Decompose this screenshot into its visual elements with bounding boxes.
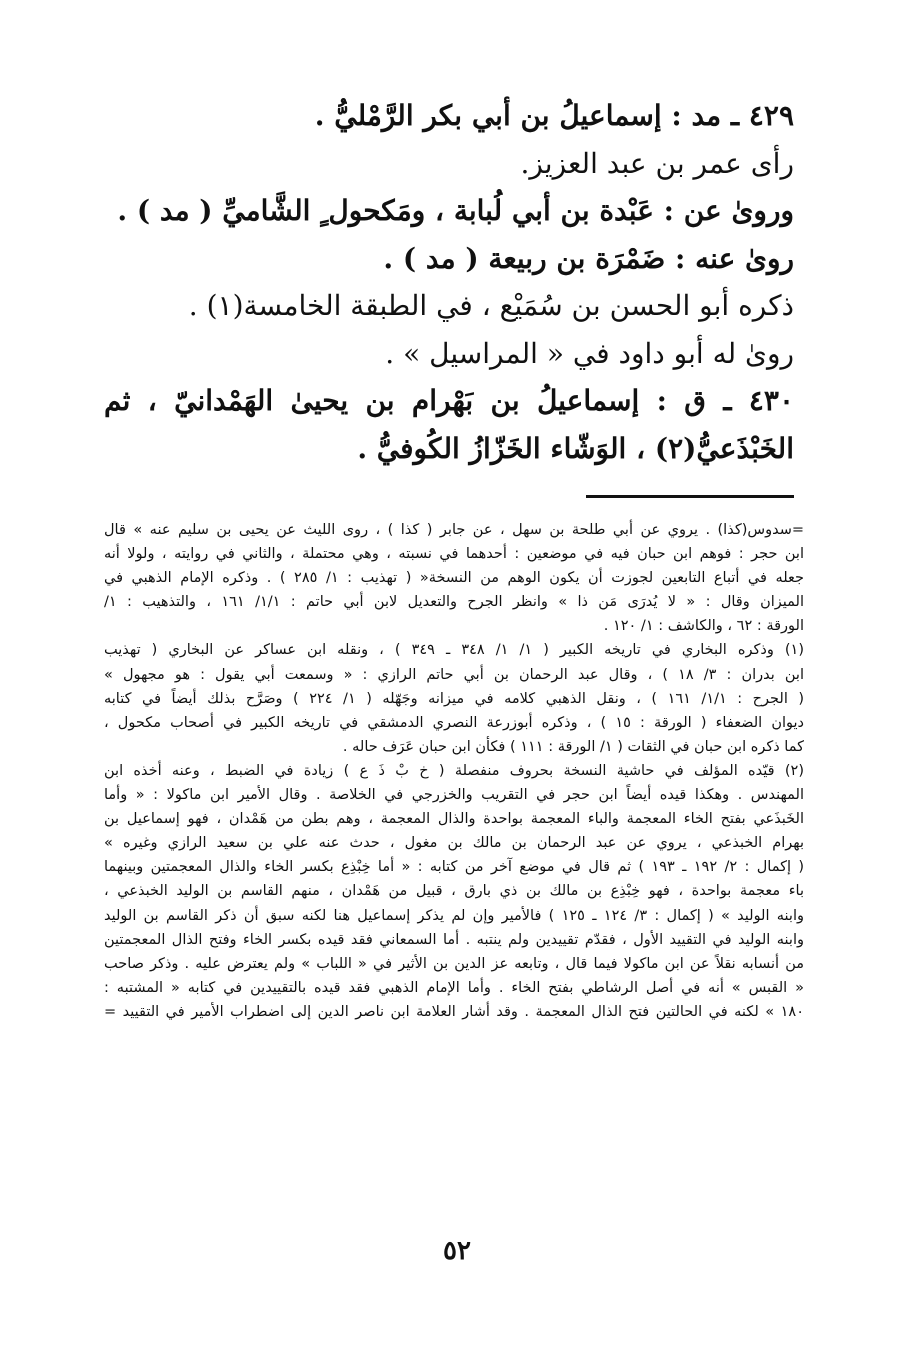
entry-line: ذكره أبو الحسن بن سُمَيْع ، في الطبقة الخامسة(١) . xyxy=(188,289,794,322)
footnote-line: من أنسابه نقلاً عن ابن ماكولا فيما قال ، وتابعه عز الدين بن الأثير في « اللباب » ولم يعترض عليه . وذكر صاحب xyxy=(104,955,804,972)
footnote-line: (٢) قيّده المؤلف في حاشية النسخة بحروف منفصلة ( خ بْ ذَ ع ) زيادة في الضبط ، وعنه أخذه ابن xyxy=(104,762,804,779)
footnotes xyxy=(104,518,804,1024)
footnote-line: =سدوس(كذا) . يروي عن أبي طلحة بن سهل ، عن جابر ( كذا ) ، روى الليث عن يحيى بن سليم عنه » قال xyxy=(104,522,804,538)
footnote-line: الميزان وقال : « لا يُدرَى مَن ذا » وانظر الجرح والتعديل لابن أبي حاتم : ١/١/ ١٦١ ، والتذهيب : ١/ xyxy=(104,594,804,611)
footnote-line: جعله في أتباع التابعين لجوزت أن يكون الوهم من النسخة« ( تهذيب : ١/ ٢٨٥ ) . وذكره الإمام الذهبي في xyxy=(104,570,804,587)
footnote-line: ديوان الضعفاء ( الورقة : ١٥ ) ، وذكره أبوزرعة النصري الدمشقي في تاريخه الكبير في أصحاب مكحول ، xyxy=(104,714,804,731)
footnote-line: المهندس . وهكذا قيده أيضاً ابن حجر في التقريب والخزرجي في الخلاصة . وقال الأمير ابن ماكولا : « وأما xyxy=(104,787,804,804)
entry-line: روىٰ له أبو داود في « المراسيل » . xyxy=(385,336,794,370)
footnote-line: ( الجرح : ١/١/ ١٦١ ) ، ونقل الذهبي كلامه في ميزانه وجَهّله ( ١/ ٢٢٤ ) وصَرَّح بذلك أيضاً في كتابه xyxy=(104,690,804,707)
footnote-line: ابن حجر : فوهم ابن حبان فيه في موضعين : أحدهما في نسبته ، وهي محتملة ، والثاني في روايته ، ولولا أنه xyxy=(104,546,804,563)
footnote-line: الورقة : ٦٢ ، والكاشف : ١/ ١٢٠ . xyxy=(603,618,804,635)
entry-line: ٤٣٠ ـ ق : إسماعيلُ بن بَهْرام بن يحيىٰ الهَمْدانيّ ، ثم xyxy=(104,384,794,417)
entry-line: رأى عمر بن عبد العزيز. xyxy=(520,146,794,180)
footnote-line: (١) وذكره البخاري في تاريخه الكبير ( ١/ ١/ ٣٤٨ ـ ٣٤٩ ) ، ونقله ابن عساكر عن البخاري ( تهذيب xyxy=(104,642,804,659)
entry-line: الخَبْذَعيُّ(٢) ، الوَشّاء الخَزّازُ الكُوفيُّ . xyxy=(357,431,794,465)
footnote-line: الخَبذَعي بفتح الخاء المعجمة والباء المعجمة بواحدة والذال المعجمة ، وهم بطن من هَمْدان ، فهو إسماعيل بن xyxy=(104,811,804,828)
entry-line: روىٰ عنه : ضَمْرَة بن ربيعة ( مد ) . xyxy=(383,241,794,275)
footnote-line: وابنه الوليد في التقييد الأول ، فقدّم تقييدين ولم ينتبه . أما السمعاني فقد قيده بكسر الخاء وفتح الذال المعجمتين xyxy=(104,931,804,948)
footnote-line: باء معجمة بواحدة ، فهو خِبْذِع بن مالك بن ذي بارق ، قبيل من هَمْدان ، منهم القاسم بن الوليد الخبذعي ، xyxy=(104,883,804,900)
footnote-line: كما ذكره ابن حبان في الثقات ( ١/ الورقة : ١١١ ) فكأن ابن حبان عَرَف حاله . xyxy=(342,738,804,755)
biography-entries xyxy=(104,92,794,472)
footnote-line: ابن بدران : ٣/ ١٨ ) ، وقال عبد الرحمان بن أبي حاتم الرازي : « وسمعت أبي يقول : هو مجهول » xyxy=(104,666,804,683)
entry-line: وروىٰ عن : عَبْدة بن أبي لُبابة ، ومَكحول ٍ الشَّاميِّ ( مد ) . xyxy=(117,194,794,227)
footnote-separator xyxy=(586,495,794,498)
footnote-line: « القبس » أنه في أصل الرشاطي بفتح الخاء . وأما الإمام الذهبي فقد قيده بالتقييدين في كتابه « المشتبه : xyxy=(104,979,804,996)
page-number: ٥٢ xyxy=(443,1236,471,1266)
entry-line: ٤٢٩ ـ مد : إسماعيلُ بن أبي بكر الرَّمْليُّ . xyxy=(314,99,794,132)
footnote-line: بهرام الخبذعي ، يروي عن عبد الرحمان بن مالك بن مغول ، حدث عنه علي بن سعيد الرازي وغيره » xyxy=(104,835,804,852)
footnote-line: ( إكمال : ٢/ ١٩٢ ـ ١٩٣ ) ثم قال في موضع آخر من كتابه : « أما خِبْذِع بكسر الخاء والذال المعجمتين وبينهما xyxy=(104,859,804,876)
footnote-line: وابنه الوليد » ( إكمال : ٣/ ١٢٤ ـ ١٢٥ ) فالأمير وإن لم يذكر إسماعيل هنا لكنه سبق أن ذكر القاسم بن الوليد xyxy=(104,907,804,924)
footnote-line: ١٨٠ » لكنه في الحالتين فتح الذال المعجمة . وقد أشار العلامة ابن ناصر الدين إلى اضطراب الأمير في التقييد = xyxy=(104,1003,804,1020)
